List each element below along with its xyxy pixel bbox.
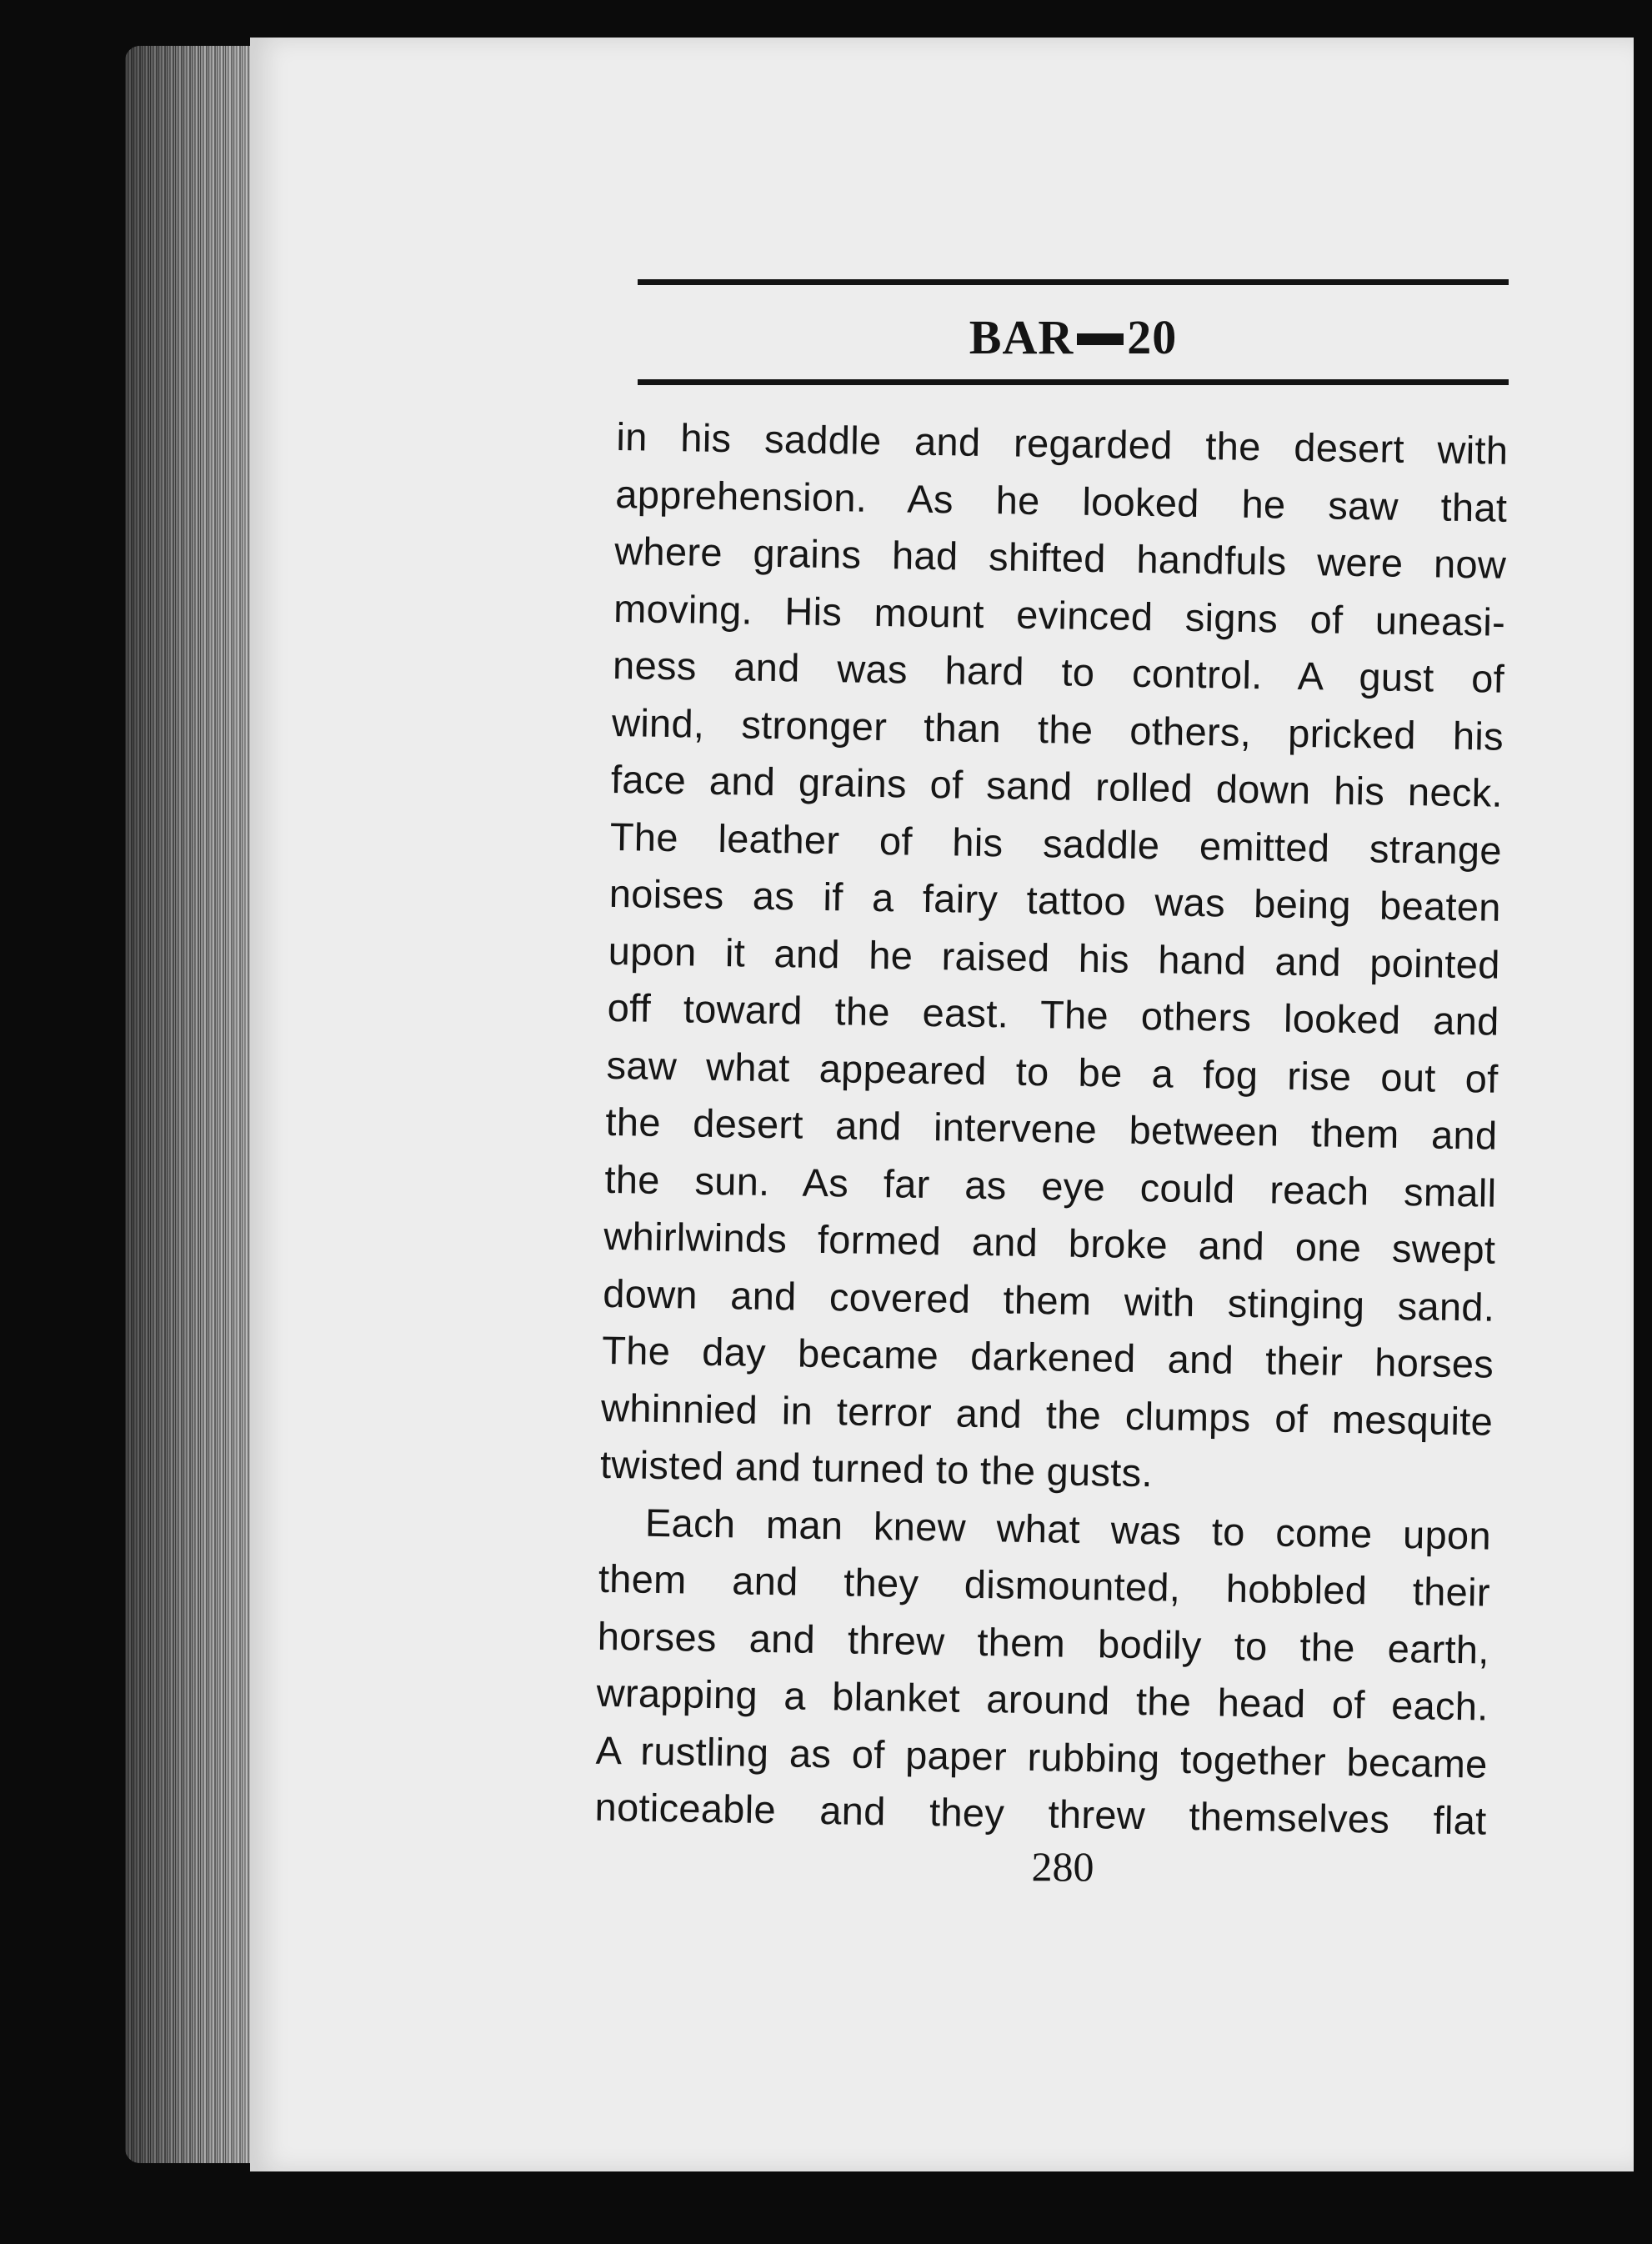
header-rule-bottom bbox=[638, 379, 1509, 385]
page-number: 280 bbox=[1031, 1843, 1094, 1890]
text-line: the desert and intervene between them and bbox=[605, 1099, 1498, 1158]
running-head-number: 20 bbox=[1127, 310, 1178, 364]
text-line: ness and was hard to control. A gust of bbox=[612, 642, 1505, 701]
book-page-edges bbox=[125, 46, 258, 2163]
text-line: The leather of his saddle emitted strange bbox=[609, 814, 1503, 873]
text-line: whirlwinds formed and broke and one swept bbox=[603, 1213, 1496, 1272]
running-head-title: BAR bbox=[969, 310, 1074, 364]
body-text bbox=[594, 408, 1509, 1850]
text-line: upon it and he raised his hand and pointed bbox=[608, 928, 1501, 987]
text-line: wind, stronger than the others, pricked his bbox=[611, 699, 1504, 759]
running-head-bar bbox=[1077, 333, 1124, 345]
text-line: Each man knew what was to come upon bbox=[644, 1500, 1492, 1558]
text-line: twisted and turned to the gusts. bbox=[599, 1441, 1154, 1495]
text-line: them and they dismounted, hobbled their bbox=[598, 1555, 1491, 1615]
text-line: A rustling as of paper rubbing together became bbox=[595, 1727, 1489, 1786]
text-line: off toward the east. The others looked and bbox=[607, 984, 1499, 1044]
text-line: moving. His mount evinced signs of uneasi- bbox=[613, 585, 1506, 644]
header-rule-top bbox=[638, 279, 1509, 285]
text-line: in his saddle and regarded the desert with bbox=[616, 413, 1509, 473]
text-line: horses and threw them bodily to the earth, bbox=[597, 1613, 1490, 1672]
text-line: The day became darkened and their horses bbox=[601, 1327, 1494, 1386]
text-line: noticeable and they threw themselves flat bbox=[594, 1784, 1487, 1843]
text-line: wrapping a blanket around the head of each. bbox=[596, 1670, 1489, 1729]
running-head bbox=[638, 304, 1509, 371]
text-line: whinnied in terror and the clumps of mesquite bbox=[600, 1385, 1494, 1444]
text-line: apprehension. As he looked he saw that bbox=[614, 471, 1508, 530]
text-line: the sun. As far as eye could reach small bbox=[604, 1156, 1497, 1215]
text-line: saw what appeared to be a fog rise out of bbox=[606, 1042, 1499, 1101]
text-line: where grains had shifted handfuls were now bbox=[613, 528, 1507, 587]
text-line: down and covered them with stinging sand. bbox=[602, 1270, 1495, 1330]
text-line: noises as if a fairy tattoo was being beaten bbox=[608, 870, 1502, 929]
text-line: face and grains of sand rolled down his neck. bbox=[610, 756, 1504, 815]
